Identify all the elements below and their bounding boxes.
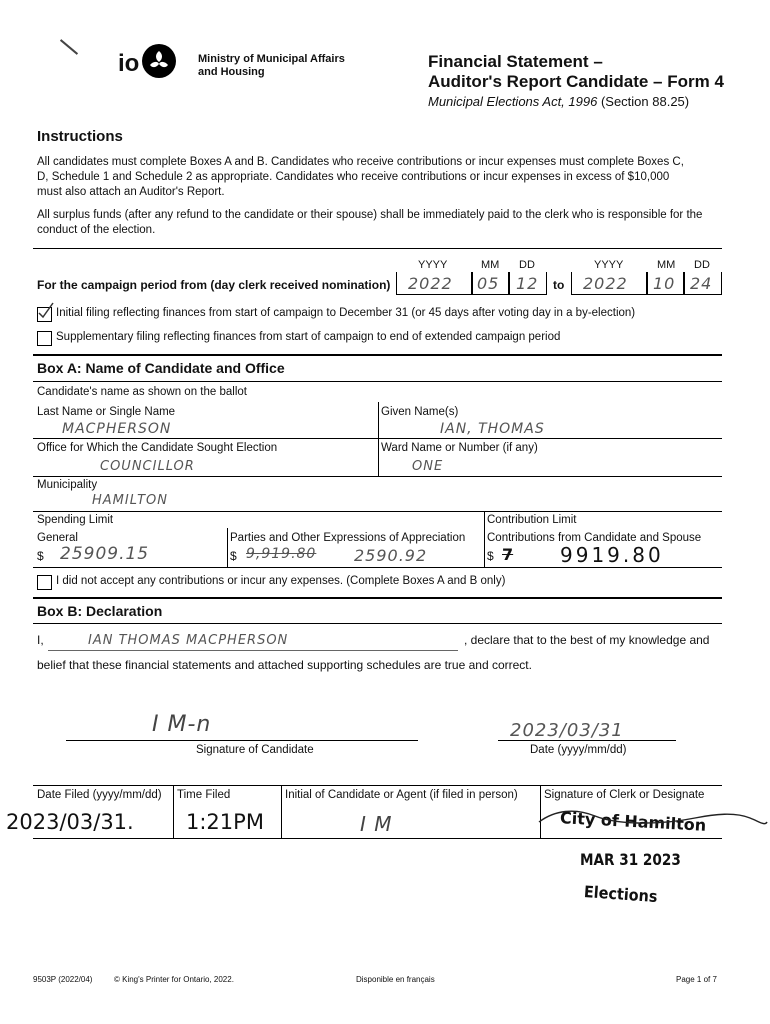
divider	[378, 402, 379, 477]
page-number: Page 1 of 7	[676, 975, 717, 984]
divider	[484, 511, 485, 567]
declarant-underline	[48, 650, 458, 651]
divider	[33, 476, 722, 477]
parties-value-field[interactable]: 2590.92	[354, 546, 428, 565]
logo-wordmark: io	[118, 50, 140, 77]
contrib-dollar-sign: $	[487, 549, 494, 563]
campaign-period-label: For the campaign period from (day clerk received nomination)	[37, 278, 391, 292]
date-header-mm-from: MM	[481, 259, 500, 271]
supplementary-filing-checkbox[interactable]	[37, 331, 52, 346]
time-filed-label: Time Filed	[177, 789, 231, 801]
initial-label: Initial of Candidate or Agent (if filed in person)	[285, 789, 518, 801]
to-yyyy-value: 2022	[583, 274, 628, 293]
date-header-yyyy-from: YYYY	[418, 259, 448, 271]
declaration-i: I,	[37, 633, 44, 647]
contrib-struck-value: 7	[502, 545, 514, 564]
act-section: (Section 88.25)	[597, 94, 690, 109]
spending-limit-label: Spending Limit	[37, 514, 114, 526]
general-label: General	[37, 532, 78, 544]
ward-label: Ward Name or Number (if any)	[381, 442, 538, 454]
date-label: Date (yyyy/mm/dd)	[530, 744, 627, 756]
signature-label: Signature of Candidate	[196, 744, 314, 756]
date-filed-label: Date Filed (yyyy/mm/dd)	[37, 789, 162, 801]
divider	[281, 785, 282, 838]
declarant-name-field[interactable]: IAN THOMAS MACPHERSON	[88, 633, 289, 648]
box-b-heading: Box B: Declaration	[37, 603, 163, 619]
last-name-label: Last Name or Single Name	[37, 406, 176, 418]
divider	[33, 785, 722, 786]
stray-mark-icon	[60, 39, 78, 55]
general-dollar-sign: $	[37, 549, 44, 563]
parties-struck-value: 9,919.80	[246, 546, 317, 562]
from-dd-value: 12	[516, 274, 539, 293]
contrib-value-field[interactable]: 9919.80	[560, 543, 664, 567]
date-header-dd-to: DD	[694, 259, 710, 271]
clerk-signature-label: Signature of Clerk or Designate	[544, 789, 705, 801]
form-code: 9503P (2022/04)	[33, 975, 93, 984]
no-contributions-checkbox[interactable]	[37, 575, 52, 590]
divider	[33, 248, 722, 249]
box-a-top-border	[33, 354, 722, 356]
divider	[173, 785, 174, 838]
given-name-label: Given Name(s)	[381, 406, 459, 418]
received-stamp-date: MAR 31 2023	[580, 850, 681, 869]
no-contributions-label: I did not accept any contributions or incur any expenses. (Complete Boxes A and B only)	[56, 575, 506, 587]
declaration-tail: , declare that to the best of my knowledge and	[464, 633, 710, 647]
divider	[33, 567, 722, 568]
divider	[33, 511, 722, 512]
clerk-stamp-text: City of Hamilton	[559, 808, 707, 835]
ministry-name: Ministry of Municipal Affairs and Housing	[198, 53, 345, 78]
office-field[interactable]: COUNCILLOR	[100, 459, 195, 474]
declaration-line2: belief that these financial statements and attached supporting schedules are true and correct.	[37, 658, 532, 672]
act-reference	[428, 94, 689, 109]
instructions-para2: All surplus funds (after any refund to the candidate or their spouse) shall be immediately paid to the clerk who is responsible for the conduct of the election.	[37, 209, 703, 236]
form-title-line1: Financial Statement –	[428, 52, 603, 71]
instructions-para1: All candidates must complete Boxes A and B. Candidates who receive contributions or incur expenses must complete Boxes C, D, Schedule 1 and Schedule 2 as appropriate. Candidates who receive contributions or incur expenses in excess of $10,000 must also attach an Auditor's Report.	[37, 156, 684, 198]
date-line	[498, 740, 676, 741]
clerk-signature-scribble	[535, 804, 770, 834]
to-dd-value: 24	[690, 274, 713, 293]
date-header-yyyy-to: YYYY	[594, 259, 624, 271]
box-a-heading: Box A: Name of Candidate and Office	[37, 360, 285, 376]
supplementary-filing-label: Supplementary filing reflecting finances from start of campaign to end of extended campaign period	[56, 331, 561, 343]
ontario-logo	[40, 42, 180, 86]
french-availability: Disponible en français	[356, 975, 435, 984]
candidate-signature-mark: I M-n	[152, 712, 212, 737]
municipality-label: Municipality	[37, 479, 98, 491]
copyright: © King's Printer for Ontario, 2022.	[114, 975, 234, 984]
received-stamp-office: Elections	[583, 882, 659, 907]
office-label: Office for Which the Candidate Sought Election	[37, 442, 278, 454]
ballot-name-label: Candidate's name as shown on the ballot	[37, 386, 247, 398]
parties-label: Parties and Other Expressions of Appreciation	[230, 532, 466, 544]
divider	[33, 438, 722, 439]
time-filed-field[interactable]: 1:21PM	[186, 810, 264, 834]
initial-filing-label: Initial filing reflecting finances from start of campaign to December 31 (or 45 days after voting day in a by-election)	[56, 307, 636, 319]
form-title-line2: Auditor's Report Candidate – Form 4	[428, 72, 724, 91]
divider	[33, 381, 722, 382]
trillium-icon	[142, 44, 176, 78]
general-value-field[interactable]: 25909.15	[60, 544, 150, 564]
parties-dollar-sign: $	[230, 549, 237, 563]
contrib-label: Contributions from Candidate and Spouse	[487, 532, 702, 544]
contribution-limit-label: Contribution Limit	[487, 514, 577, 526]
initial-filing-checkbox[interactable]	[37, 307, 52, 322]
signature-line	[66, 740, 418, 741]
date-header-dd-from: DD	[519, 259, 535, 271]
to-label: to	[553, 278, 565, 292]
box-b-top-border	[33, 597, 722, 599]
municipality-field[interactable]: HAMILTON	[92, 493, 168, 508]
divider	[33, 838, 722, 839]
declaration-date-field[interactable]: 2023/03/31	[510, 720, 624, 741]
last-name-field[interactable]: MACPHERSON	[62, 421, 172, 437]
to-mm-value: 10	[653, 274, 676, 293]
act-name: Municipal Elections Act, 1996	[428, 94, 598, 109]
instructions-heading: Instructions	[37, 128, 123, 145]
date-filed-field[interactable]: 2023/03/31.	[6, 810, 134, 834]
ward-field[interactable]: ONE	[412, 459, 444, 474]
divider	[33, 623, 722, 624]
checkmark-icon	[37, 302, 55, 320]
divider	[227, 528, 228, 567]
from-yyyy-value: 2022	[408, 274, 453, 293]
given-name-field[interactable]: IAN, THOMAS	[440, 421, 545, 437]
date-header-mm-to: MM	[657, 259, 676, 271]
initial-field[interactable]: I M	[360, 812, 393, 836]
from-mm-value: 05	[477, 274, 500, 293]
